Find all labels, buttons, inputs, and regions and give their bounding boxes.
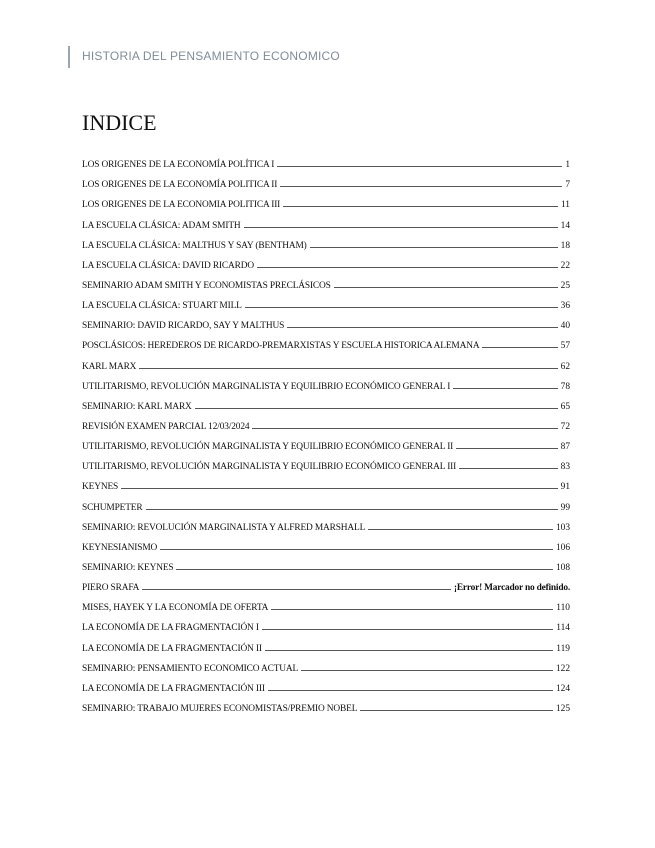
toc-entry-title: SEMINARIO ADAM SMITH Y ECONOMISTAS PRECLÁSICOS: [82, 280, 331, 291]
toc-entry[interactable]: [82, 150, 570, 170]
toc-entry[interactable]: [82, 251, 570, 271]
toc-leader-line: [146, 509, 558, 510]
toc-entry-page: 7: [565, 180, 570, 191]
toc-entry-page: 11: [560, 200, 570, 211]
toc-entry[interactable]: [82, 553, 570, 573]
toc-leader-line: [360, 710, 553, 711]
toc-leader-line: [459, 468, 558, 469]
toc-entry-page: ¡Error! Marcador no definido.: [453, 583, 570, 594]
toc-entry-title: PIERO SRAFA: [82, 583, 140, 594]
toc-leader-line: [301, 670, 553, 671]
toc-entry-title: SEMINARIO: PENSAMIENTO ECONOMICO ACTUAL: [82, 663, 299, 674]
toc-leader-line: [283, 206, 558, 207]
toc-entry-page: 114: [556, 623, 570, 634]
toc-entry-page: 78: [560, 381, 570, 392]
toc-leader-line: [277, 166, 562, 167]
toc-leader-line: [453, 388, 557, 389]
toc-entry-title: LA ECONOMÍA DE LA FRAGMENTACIÓN II: [82, 643, 262, 654]
toc-entry-title: KEYNESIANISMO: [82, 542, 158, 553]
toc-entry-title: POSCLÁSICOS: HEREDEROS DE RICARDO-PREMARXISTAS Y ESCUELA HISTORICA ALEMANA: [82, 341, 480, 352]
toc-leader-line: [176, 569, 552, 570]
toc-leader-line: [287, 327, 557, 328]
toc-entry-title: KEYNES: [82, 482, 119, 493]
toc-entry-page: 25: [560, 280, 570, 291]
toc-entry-page: 18: [560, 240, 570, 251]
toc-entry-page: 108: [555, 562, 570, 573]
toc-leader-line: [268, 690, 553, 691]
toc-leader-line: [244, 227, 558, 228]
toc-entry[interactable]: [82, 210, 570, 230]
toc-entry-page: 110: [556, 603, 570, 614]
toc-leader-line: [334, 287, 558, 288]
toc-entry-title: LOS ORIGENES DE LA ECONOMÍA POLÍTICA I: [82, 160, 275, 171]
index-heading: INDICE: [82, 110, 157, 135]
toc-entry[interactable]: [82, 412, 570, 432]
toc-leader-line: [482, 347, 557, 348]
toc-entry-title: UTILITARISMO, REVOLUCIÓN MARGINALISTA Y EQUILIBRIO ECONÓMICO GENERAL I: [82, 381, 451, 392]
toc-leader-line: [245, 307, 558, 308]
toc-entry-page: 40: [560, 321, 570, 332]
toc-entry-title: KARL MARX: [82, 361, 137, 372]
toc-entry-title: MISES, HAYEK Y LA ECONOMÍA DE OFERTA: [82, 603, 269, 614]
toc-entry-title: UTILITARISMO, REVOLUCIÓN MARGINALISTA Y EQUILIBRIO ECONÓMICO GENERAL III: [82, 462, 457, 473]
toc-entry-page: 65: [560, 401, 570, 412]
toc-entry-page: 124: [555, 683, 570, 694]
toc-entry-title: LA ECONOMÍA DE LA FRAGMENTACIÓN III: [82, 683, 265, 694]
toc-entry-title: LA ECONOMÍA DE LA FRAGMENTACIÓN I: [82, 623, 259, 634]
toc-entry-title: LA ESCUELA CLÁSICA: MALTHUS Y SAY (BENTHAM): [82, 240, 307, 251]
toc-entry[interactable]: [82, 694, 570, 714]
toc-entry-page: 14: [560, 220, 570, 231]
toc-leader-line: [280, 186, 562, 187]
toc-entry[interactable]: [82, 472, 570, 492]
toc-entry[interactable]: [82, 593, 570, 613]
toc-entry-page: 22: [560, 260, 570, 271]
toc-entry[interactable]: [82, 654, 570, 674]
toc-entry-title: SEMINARIO: DAVID RICARDO, SAY Y MALTHUS: [82, 321, 285, 332]
toc-entry[interactable]: [82, 291, 570, 311]
toc-entry[interactable]: [82, 271, 570, 291]
toc-entry-title: LA ESCUELA CLÁSICA: ADAM SMITH: [82, 220, 241, 231]
toc-leader-line: [456, 448, 557, 449]
toc-entry[interactable]: [82, 492, 570, 512]
toc-leader-line: [271, 609, 553, 610]
toc-entry[interactable]: [82, 372, 570, 392]
toc-entry[interactable]: [82, 351, 570, 371]
toc-entry[interactable]: [82, 190, 570, 210]
toc-entry-title: LOS ORIGENES DE LA ECONOMÍA POLITICA II: [82, 180, 278, 191]
toc-leader-line: [160, 549, 553, 550]
toc-entry[interactable]: [82, 452, 570, 472]
toc-entry-page: 36: [560, 301, 570, 312]
header-accent-bar: [68, 46, 70, 68]
toc-entry-title: SCHUMPETER: [82, 502, 143, 513]
toc-entry-page: 57: [560, 341, 570, 352]
running-header: HISTORIA DEL PENSAMIENTO ECONOMICO: [82, 49, 340, 63]
table-of-contents: [82, 150, 570, 714]
toc-entry[interactable]: [82, 613, 570, 633]
toc-leader-line: [257, 267, 558, 268]
toc-entry-page: 91: [560, 482, 570, 493]
toc-entry[interactable]: [82, 633, 570, 653]
toc-entry-page: 1: [565, 160, 570, 171]
toc-entry-title: SEMINARIO: KEYNES: [82, 562, 174, 573]
toc-entry-page: 125: [555, 703, 570, 714]
toc-entry[interactable]: [82, 674, 570, 694]
toc-leader-line: [368, 529, 553, 530]
toc-entry[interactable]: [82, 533, 570, 553]
toc-entry-title: SEMINARIO: REVOLUCIÓN MARGINALISTA Y ALFRED MARSHALL: [82, 522, 366, 533]
toc-entry-page: 119: [556, 643, 570, 654]
toc-entry[interactable]: [82, 170, 570, 190]
toc-leader-line: [142, 589, 451, 590]
toc-leader-line: [252, 428, 557, 429]
toc-entry-page: 83: [560, 462, 570, 473]
toc-entry[interactable]: [82, 311, 570, 331]
toc-entry-page: 106: [555, 542, 570, 553]
toc-entry-page: 72: [560, 421, 570, 432]
toc-entry-title: SEMINARIO: KARL MARX: [82, 401, 192, 412]
toc-entry-page: 103: [555, 522, 570, 533]
toc-entry[interactable]: [82, 573, 570, 593]
toc-entry[interactable]: [82, 392, 570, 412]
toc-entry[interactable]: [82, 432, 570, 452]
toc-entry[interactable]: [82, 513, 570, 533]
toc-entry[interactable]: [82, 331, 570, 351]
toc-leader-line: [262, 629, 553, 630]
toc-leader-line: [310, 247, 558, 248]
toc-entry-title: LA ESCUELA CLÁSICA: DAVID RICARDO: [82, 260, 254, 271]
toc-entry-title: SEMINARIO: TRABAJO MUJERES ECONOMISTAS/PREMIO NOBEL: [82, 703, 358, 714]
toc-entry-title: LOS ORIGENES DE LA ECONOMIA POLITICA III: [82, 200, 281, 211]
toc-leader-line: [121, 488, 558, 489]
toc-entry-page: 99: [560, 502, 570, 513]
toc-entry-page: 122: [555, 663, 570, 674]
toc-leader-line: [265, 650, 553, 651]
toc-entry-title: REVISIÓN EXAMEN PARCIAL 12/03/2024: [82, 421, 250, 432]
toc-entry-page: 87: [560, 442, 570, 453]
toc-entry-title: UTILITARISMO, REVOLUCIÓN MARGINALISTA Y EQUILIBRIO ECONÓMICO GENERAL II: [82, 442, 454, 453]
toc-entry[interactable]: [82, 231, 570, 251]
toc-leader-line: [195, 408, 558, 409]
toc-entry-page: 62: [560, 361, 570, 372]
toc-leader-line: [139, 368, 557, 369]
toc-entry-title: LA ESCUELA CLÁSICA: STUART MILL: [82, 301, 242, 312]
